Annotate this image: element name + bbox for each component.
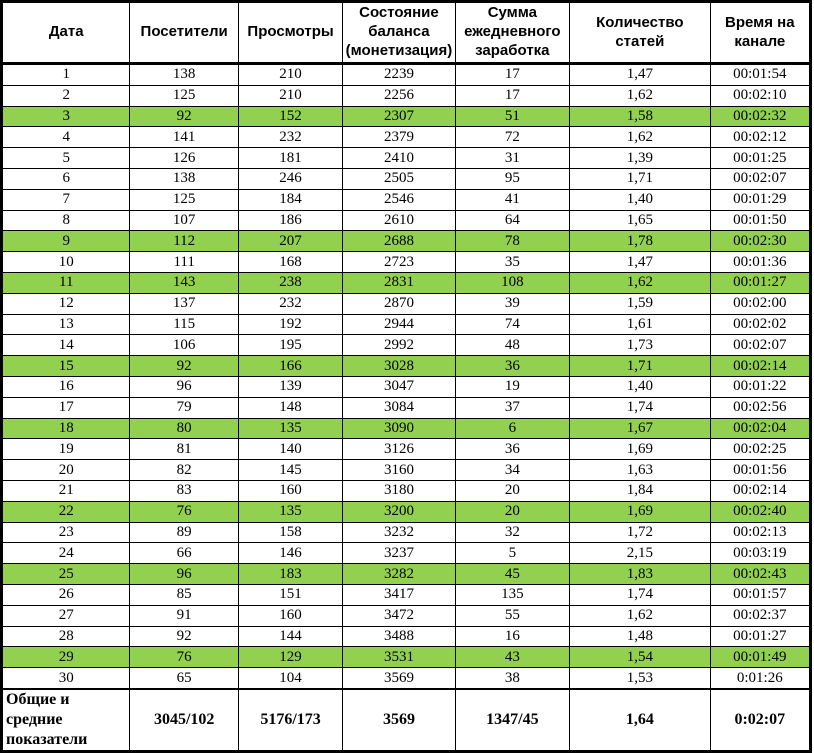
cell-articles-row20[interactable]: 1,63 — [570, 460, 711, 481]
cell-visitors-row22[interactable]: 76 — [130, 501, 238, 522]
cell-visitors-row13[interactable]: 115 — [130, 314, 238, 335]
cell-balance-row30[interactable]: 3569 — [343, 668, 455, 689]
table-row-26 — [2, 584, 811, 605]
cell-articles-row6[interactable]: 1,71 — [570, 168, 711, 189]
cell-time-row29[interactable]: 00:01:49 — [710, 647, 810, 668]
cell-views-row8[interactable]: 186 — [238, 210, 342, 231]
column-header-balance[interactable]: Состояние баланса (монетизация) — [343, 2, 455, 64]
cell-visitors-row21[interactable]: 83 — [130, 480, 238, 501]
cell-visitors-row2[interactable]: 125 — [130, 85, 238, 106]
cell-date-row12[interactable]: 12 — [2, 293, 130, 314]
cell-earnings-row10[interactable]: 35 — [455, 252, 569, 273]
cell-earnings-row4[interactable]: 72 — [455, 127, 569, 148]
table-row-3 — [2, 106, 811, 127]
cell-balance-row1[interactable]: 2239 — [343, 64, 455, 86]
cell-earnings-row13[interactable]: 74 — [455, 314, 569, 335]
cell-date-row13[interactable]: 13 — [2, 314, 130, 335]
cell-views-row15[interactable]: 166 — [238, 356, 342, 377]
totals-row — [2, 689, 811, 752]
table-row-12 — [2, 293, 811, 314]
cell-visitors-row16[interactable]: 96 — [130, 376, 238, 397]
cell-balance-row20[interactable]: 3160 — [343, 460, 455, 481]
table-body — [2, 64, 811, 689]
cell-earnings-row7[interactable]: 41 — [455, 189, 569, 210]
cell-earnings-row5[interactable]: 31 — [455, 148, 569, 169]
table-row-6 — [2, 168, 811, 189]
cell-date-row27[interactable]: 27 — [2, 605, 130, 626]
cell-visitors-row24[interactable]: 66 — [130, 543, 238, 564]
totals-time[interactable]: 0:02:07 — [710, 689, 810, 752]
cell-earnings-row3[interactable]: 51 — [455, 106, 569, 127]
cell-articles-row23[interactable]: 1,72 — [570, 522, 711, 543]
table-row-17 — [2, 397, 811, 418]
cell-visitors-row23[interactable]: 89 — [130, 522, 238, 543]
cell-balance-row11[interactable]: 2831 — [343, 272, 455, 293]
cell-views-row27[interactable]: 160 — [238, 605, 342, 626]
table-row-9 — [2, 231, 811, 252]
cell-views-row24[interactable]: 146 — [238, 543, 342, 564]
cell-balance-row19[interactable]: 3126 — [343, 439, 455, 460]
cell-date-row18[interactable]: 18 — [2, 418, 130, 439]
cell-articles-row12[interactable]: 1,59 — [570, 293, 711, 314]
cell-earnings-row1[interactable]: 17 — [455, 64, 569, 86]
cell-views-row6[interactable]: 246 — [238, 168, 342, 189]
cell-balance-row21[interactable]: 3180 — [343, 480, 455, 501]
totals-articles[interactable]: 1,64 — [570, 689, 711, 752]
cell-earnings-row2[interactable]: 17 — [455, 85, 569, 106]
cell-balance-row13[interactable]: 2944 — [343, 314, 455, 335]
cell-date-row4[interactable]: 4 — [2, 127, 130, 148]
cell-earnings-row11[interactable]: 108 — [455, 272, 569, 293]
cell-time-row9[interactable]: 00:02:30 — [710, 231, 810, 252]
cell-views-row1[interactable]: 210 — [238, 64, 342, 86]
cell-views-row16[interactable]: 139 — [238, 376, 342, 397]
cell-views-row10[interactable]: 168 — [238, 252, 342, 273]
cell-articles-row2[interactable]: 1,62 — [570, 85, 711, 106]
table-row-29 — [2, 647, 811, 668]
cell-time-row28[interactable]: 00:01:27 — [710, 626, 810, 647]
cell-articles-row25[interactable]: 1,83 — [570, 564, 711, 585]
cell-earnings-row27[interactable]: 55 — [455, 605, 569, 626]
totals-visitors[interactable]: 3045/102 — [130, 689, 238, 752]
cell-views-row20[interactable]: 145 — [238, 460, 342, 481]
cell-date-row6[interactable]: 6 — [2, 168, 130, 189]
cell-balance-row29[interactable]: 3531 — [343, 647, 455, 668]
table-row-15 — [2, 356, 811, 377]
cell-date-row24[interactable]: 24 — [2, 543, 130, 564]
cell-date-row17[interactable]: 17 — [2, 397, 130, 418]
cell-earnings-row29[interactable]: 43 — [455, 647, 569, 668]
table-row-30 — [2, 668, 811, 689]
cell-articles-row13[interactable]: 1,61 — [570, 314, 711, 335]
column-header-visitors[interactable]: Посетители — [130, 2, 238, 64]
cell-balance-row26[interactable]: 3417 — [343, 584, 455, 605]
cell-views-row17[interactable]: 148 — [238, 397, 342, 418]
cell-visitors-row6[interactable]: 138 — [130, 168, 238, 189]
cell-views-row26[interactable]: 151 — [238, 584, 342, 605]
cell-earnings-row15[interactable]: 36 — [455, 356, 569, 377]
cell-balance-row28[interactable]: 3488 — [343, 626, 455, 647]
cell-articles-row15[interactable]: 1,71 — [570, 356, 711, 377]
cell-views-row22[interactable]: 135 — [238, 501, 342, 522]
cell-articles-row1[interactable]: 1,47 — [570, 64, 711, 86]
cell-views-row21[interactable]: 160 — [238, 480, 342, 501]
cell-date-row9[interactable]: 9 — [2, 231, 130, 252]
cell-articles-row9[interactable]: 1,78 — [570, 231, 711, 252]
cell-articles-row29[interactable]: 1,54 — [570, 647, 711, 668]
cell-earnings-row21[interactable]: 20 — [455, 480, 569, 501]
cell-balance-row24[interactable]: 3237 — [343, 543, 455, 564]
cell-date-row26[interactable]: 26 — [2, 584, 130, 605]
column-header-articles[interactable]: Количество статей — [570, 2, 711, 64]
table-row-19 — [2, 439, 811, 460]
table-row-20 — [2, 460, 811, 481]
table-row-4 — [2, 127, 811, 148]
cell-visitors-row26[interactable]: 85 — [130, 584, 238, 605]
table-row-7 — [2, 189, 811, 210]
cell-views-row19[interactable]: 140 — [238, 439, 342, 460]
cell-articles-row5[interactable]: 1,39 — [570, 148, 711, 169]
cell-visitors-row10[interactable]: 111 — [130, 252, 238, 273]
cell-date-row22[interactable]: 22 — [2, 501, 130, 522]
table-row-23 — [2, 522, 811, 543]
cell-visitors-row9[interactable]: 112 — [130, 231, 238, 252]
cell-time-row27[interactable]: 00:02:37 — [710, 605, 810, 626]
cell-views-row29[interactable]: 129 — [238, 647, 342, 668]
cell-earnings-row12[interactable]: 39 — [455, 293, 569, 314]
cell-visitors-row12[interactable]: 137 — [130, 293, 238, 314]
cell-earnings-row18[interactable]: 6 — [455, 418, 569, 439]
table-row-10 — [2, 252, 811, 273]
totals-earnings[interactable]: 1347/45 — [455, 689, 569, 752]
cell-earnings-row28[interactable]: 16 — [455, 626, 569, 647]
cell-visitors-row15[interactable]: 92 — [130, 356, 238, 377]
table-header — [2, 2, 811, 64]
cell-balance-row5[interactable]: 2410 — [343, 148, 455, 169]
cell-views-row7[interactable]: 184 — [238, 189, 342, 210]
cell-time-row14[interactable]: 00:02:07 — [710, 335, 810, 356]
cell-views-row4[interactable]: 232 — [238, 127, 342, 148]
cell-views-row2[interactable]: 210 — [238, 85, 342, 106]
cell-time-row21[interactable]: 00:02:14 — [710, 480, 810, 501]
cell-views-row25[interactable]: 183 — [238, 564, 342, 585]
cell-time-row6[interactable]: 00:02:07 — [710, 168, 810, 189]
cell-balance-row25[interactable]: 3282 — [343, 564, 455, 585]
cell-date-row1[interactable]: 1 — [2, 64, 130, 86]
cell-date-row3[interactable]: 3 — [2, 106, 130, 127]
cell-articles-row8[interactable]: 1,65 — [570, 210, 711, 231]
cell-date-row11[interactable]: 11 — [2, 272, 130, 293]
table-row-22 — [2, 501, 811, 522]
cell-date-row20[interactable]: 20 — [2, 460, 130, 481]
header-row — [2, 2, 811, 64]
cell-articles-row22[interactable]: 1,69 — [570, 501, 711, 522]
totals-balance[interactable]: 3569 — [343, 689, 455, 752]
cell-earnings-row30[interactable]: 38 — [455, 668, 569, 689]
cell-balance-row8[interactable]: 2610 — [343, 210, 455, 231]
cell-balance-row6[interactable]: 2505 — [343, 168, 455, 189]
cell-visitors-row5[interactable]: 126 — [130, 148, 238, 169]
cell-articles-row14[interactable]: 1,73 — [570, 335, 711, 356]
cell-visitors-row7[interactable]: 125 — [130, 189, 238, 210]
cell-articles-row30[interactable]: 1,53 — [570, 668, 711, 689]
cell-balance-row27[interactable]: 3472 — [343, 605, 455, 626]
cell-articles-row21[interactable]: 1,84 — [570, 480, 711, 501]
table-row-5 — [2, 148, 811, 169]
cell-time-row1[interactable]: 00:01:54 — [710, 64, 810, 86]
cell-date-row16[interactable]: 16 — [2, 376, 130, 397]
cell-articles-row10[interactable]: 1,47 — [570, 252, 711, 273]
cell-balance-row16[interactable]: 3047 — [343, 376, 455, 397]
cell-visitors-row28[interactable]: 92 — [130, 626, 238, 647]
cell-earnings-row9[interactable]: 78 — [455, 231, 569, 252]
cell-earnings-row19[interactable]: 36 — [455, 439, 569, 460]
cell-time-row11[interactable]: 00:01:27 — [710, 272, 810, 293]
cell-time-row20[interactable]: 00:01:56 — [710, 460, 810, 481]
cell-balance-row2[interactable]: 2256 — [343, 85, 455, 106]
cell-time-row10[interactable]: 00:01:36 — [710, 252, 810, 273]
table-row-18 — [2, 418, 811, 439]
table-footer — [2, 689, 811, 752]
cell-balance-row18[interactable]: 3090 — [343, 418, 455, 439]
cell-views-row18[interactable]: 135 — [238, 418, 342, 439]
cell-views-row30[interactable]: 104 — [238, 668, 342, 689]
cell-date-row7[interactable]: 7 — [2, 189, 130, 210]
cell-balance-row12[interactable]: 2870 — [343, 293, 455, 314]
table-row-13 — [2, 314, 811, 335]
cell-articles-row28[interactable]: 1,48 — [570, 626, 711, 647]
cell-balance-row23[interactable]: 3232 — [343, 522, 455, 543]
cell-time-row5[interactable]: 00:01:25 — [710, 148, 810, 169]
cell-earnings-row24[interactable]: 5 — [455, 543, 569, 564]
cell-articles-row3[interactable]: 1,58 — [570, 106, 711, 127]
cell-visitors-row18[interactable]: 80 — [130, 418, 238, 439]
cell-views-row28[interactable]: 144 — [238, 626, 342, 647]
cell-visitors-row29[interactable]: 76 — [130, 647, 238, 668]
cell-articles-row4[interactable]: 1,62 — [570, 127, 711, 148]
cell-visitors-row4[interactable]: 141 — [130, 127, 238, 148]
cell-date-row21[interactable]: 21 — [2, 480, 130, 501]
cell-date-row25[interactable]: 25 — [2, 564, 130, 585]
cell-views-row9[interactable]: 207 — [238, 231, 342, 252]
cell-time-row4[interactable]: 00:02:12 — [710, 127, 810, 148]
cell-time-row22[interactable]: 00:02:40 — [710, 501, 810, 522]
cell-articles-row27[interactable]: 1,62 — [570, 605, 711, 626]
cell-balance-row4[interactable]: 2379 — [343, 127, 455, 148]
table-row-11 — [2, 272, 811, 293]
table-row-8 — [2, 210, 811, 231]
cell-visitors-row20[interactable]: 82 — [130, 460, 238, 481]
cell-visitors-row19[interactable]: 81 — [130, 439, 238, 460]
cell-views-row23[interactable]: 158 — [238, 522, 342, 543]
cell-date-row19[interactable]: 19 — [2, 439, 130, 460]
table-row-21 — [2, 480, 811, 501]
cell-date-row14[interactable]: 14 — [2, 335, 130, 356]
cell-balance-row9[interactable]: 2688 — [343, 231, 455, 252]
column-header-earnings[interactable]: Сумма ежедневного заработка — [455, 2, 569, 64]
cell-date-row28[interactable]: 28 — [2, 626, 130, 647]
cell-time-row26[interactable]: 00:01:57 — [710, 584, 810, 605]
table-row-28 — [2, 626, 811, 647]
cell-time-row15[interactable]: 00:02:14 — [710, 356, 810, 377]
cell-balance-row10[interactable]: 2723 — [343, 252, 455, 273]
cell-balance-row3[interactable]: 2307 — [343, 106, 455, 127]
cell-date-row5[interactable]: 5 — [2, 148, 130, 169]
cell-views-row3[interactable]: 152 — [238, 106, 342, 127]
cell-views-row11[interactable]: 238 — [238, 272, 342, 293]
cell-visitors-row1[interactable]: 138 — [130, 64, 238, 86]
cell-articles-row16[interactable]: 1,40 — [570, 376, 711, 397]
cell-date-row29[interactable]: 29 — [2, 647, 130, 668]
table-row-14 — [2, 335, 811, 356]
cell-articles-row24[interactable]: 2,15 — [570, 543, 711, 564]
cell-time-row18[interactable]: 00:02:04 — [710, 418, 810, 439]
cell-views-row13[interactable]: 192 — [238, 314, 342, 335]
cell-visitors-row27[interactable]: 91 — [130, 605, 238, 626]
cell-time-row25[interactable]: 00:02:43 — [710, 564, 810, 585]
cell-articles-row26[interactable]: 1,74 — [570, 584, 711, 605]
totals-label[interactable]: Общие и средние показатели — [2, 689, 130, 752]
cell-visitors-row14[interactable]: 106 — [130, 335, 238, 356]
table-row-2 — [2, 85, 811, 106]
cell-earnings-row20[interactable]: 34 — [455, 460, 569, 481]
cell-visitors-row8[interactable]: 107 — [130, 210, 238, 231]
column-header-views[interactable]: Просмотры — [238, 2, 342, 64]
cell-balance-row22[interactable]: 3200 — [343, 501, 455, 522]
cell-balance-row15[interactable]: 3028 — [343, 356, 455, 377]
cell-date-row15[interactable]: 15 — [2, 356, 130, 377]
table-row-27 — [2, 605, 811, 626]
cell-time-row8[interactable]: 00:01:50 — [710, 210, 810, 231]
cell-earnings-row25[interactable]: 45 — [455, 564, 569, 585]
cell-views-row12[interactable]: 232 — [238, 293, 342, 314]
cell-visitors-row17[interactable]: 79 — [130, 397, 238, 418]
cell-date-row8[interactable]: 8 — [2, 210, 130, 231]
cell-articles-row19[interactable]: 1,69 — [570, 439, 711, 460]
cell-time-row7[interactable]: 00:01:29 — [710, 189, 810, 210]
cell-articles-row7[interactable]: 1,40 — [570, 189, 711, 210]
cell-time-row19[interactable]: 00:02:25 — [710, 439, 810, 460]
cell-time-row13[interactable]: 00:02:02 — [710, 314, 810, 335]
cell-views-row14[interactable]: 195 — [238, 335, 342, 356]
cell-visitors-row3[interactable]: 92 — [130, 106, 238, 127]
cell-earnings-row23[interactable]: 32 — [455, 522, 569, 543]
table-row-16 — [2, 376, 811, 397]
cell-views-row5[interactable]: 181 — [238, 148, 342, 169]
cell-articles-row18[interactable]: 1,67 — [570, 418, 711, 439]
column-header-date[interactable]: Дата — [2, 2, 130, 64]
cell-time-row17[interactable]: 00:02:56 — [710, 397, 810, 418]
column-header-time[interactable]: Время на канале — [710, 2, 810, 64]
cell-visitors-row30[interactable]: 65 — [130, 668, 238, 689]
cell-articles-row11[interactable]: 1,62 — [570, 272, 711, 293]
cell-visitors-row11[interactable]: 143 — [130, 272, 238, 293]
cell-balance-row7[interactable]: 2546 — [343, 189, 455, 210]
cell-time-row16[interactable]: 00:01:22 — [710, 376, 810, 397]
cell-earnings-row26[interactable]: 135 — [455, 584, 569, 605]
cell-date-row2[interactable]: 2 — [2, 85, 130, 106]
cell-earnings-row8[interactable]: 64 — [455, 210, 569, 231]
cell-balance-row14[interactable]: 2992 — [343, 335, 455, 356]
cell-date-row30[interactable]: 30 — [2, 668, 130, 689]
cell-time-row3[interactable]: 00:02:32 — [710, 106, 810, 127]
cell-date-row23[interactable]: 23 — [2, 522, 130, 543]
cell-earnings-row16[interactable]: 19 — [455, 376, 569, 397]
table-row-24 — [2, 543, 811, 564]
cell-earnings-row14[interactable]: 48 — [455, 335, 569, 356]
table-row-25 — [2, 564, 811, 585]
cell-time-row12[interactable]: 00:02:00 — [710, 293, 810, 314]
cell-articles-row17[interactable]: 1,74 — [570, 397, 711, 418]
cell-time-row2[interactable]: 00:02:10 — [710, 85, 810, 106]
cell-time-row23[interactable]: 00:02:13 — [710, 522, 810, 543]
table-row-1 — [2, 64, 811, 86]
cell-time-row30[interactable]: 0:01:26 — [710, 668, 810, 689]
cell-date-row10[interactable]: 10 — [2, 252, 130, 273]
cell-earnings-row6[interactable]: 95 — [455, 168, 569, 189]
cell-visitors-row25[interactable]: 96 — [130, 564, 238, 585]
cell-earnings-row22[interactable]: 20 — [455, 501, 569, 522]
cell-balance-row17[interactable]: 3084 — [343, 397, 455, 418]
cell-time-row24[interactable]: 00:03:19 — [710, 543, 810, 564]
totals-views[interactable]: 5176/173 — [238, 689, 342, 752]
cell-earnings-row17[interactable]: 37 — [455, 397, 569, 418]
